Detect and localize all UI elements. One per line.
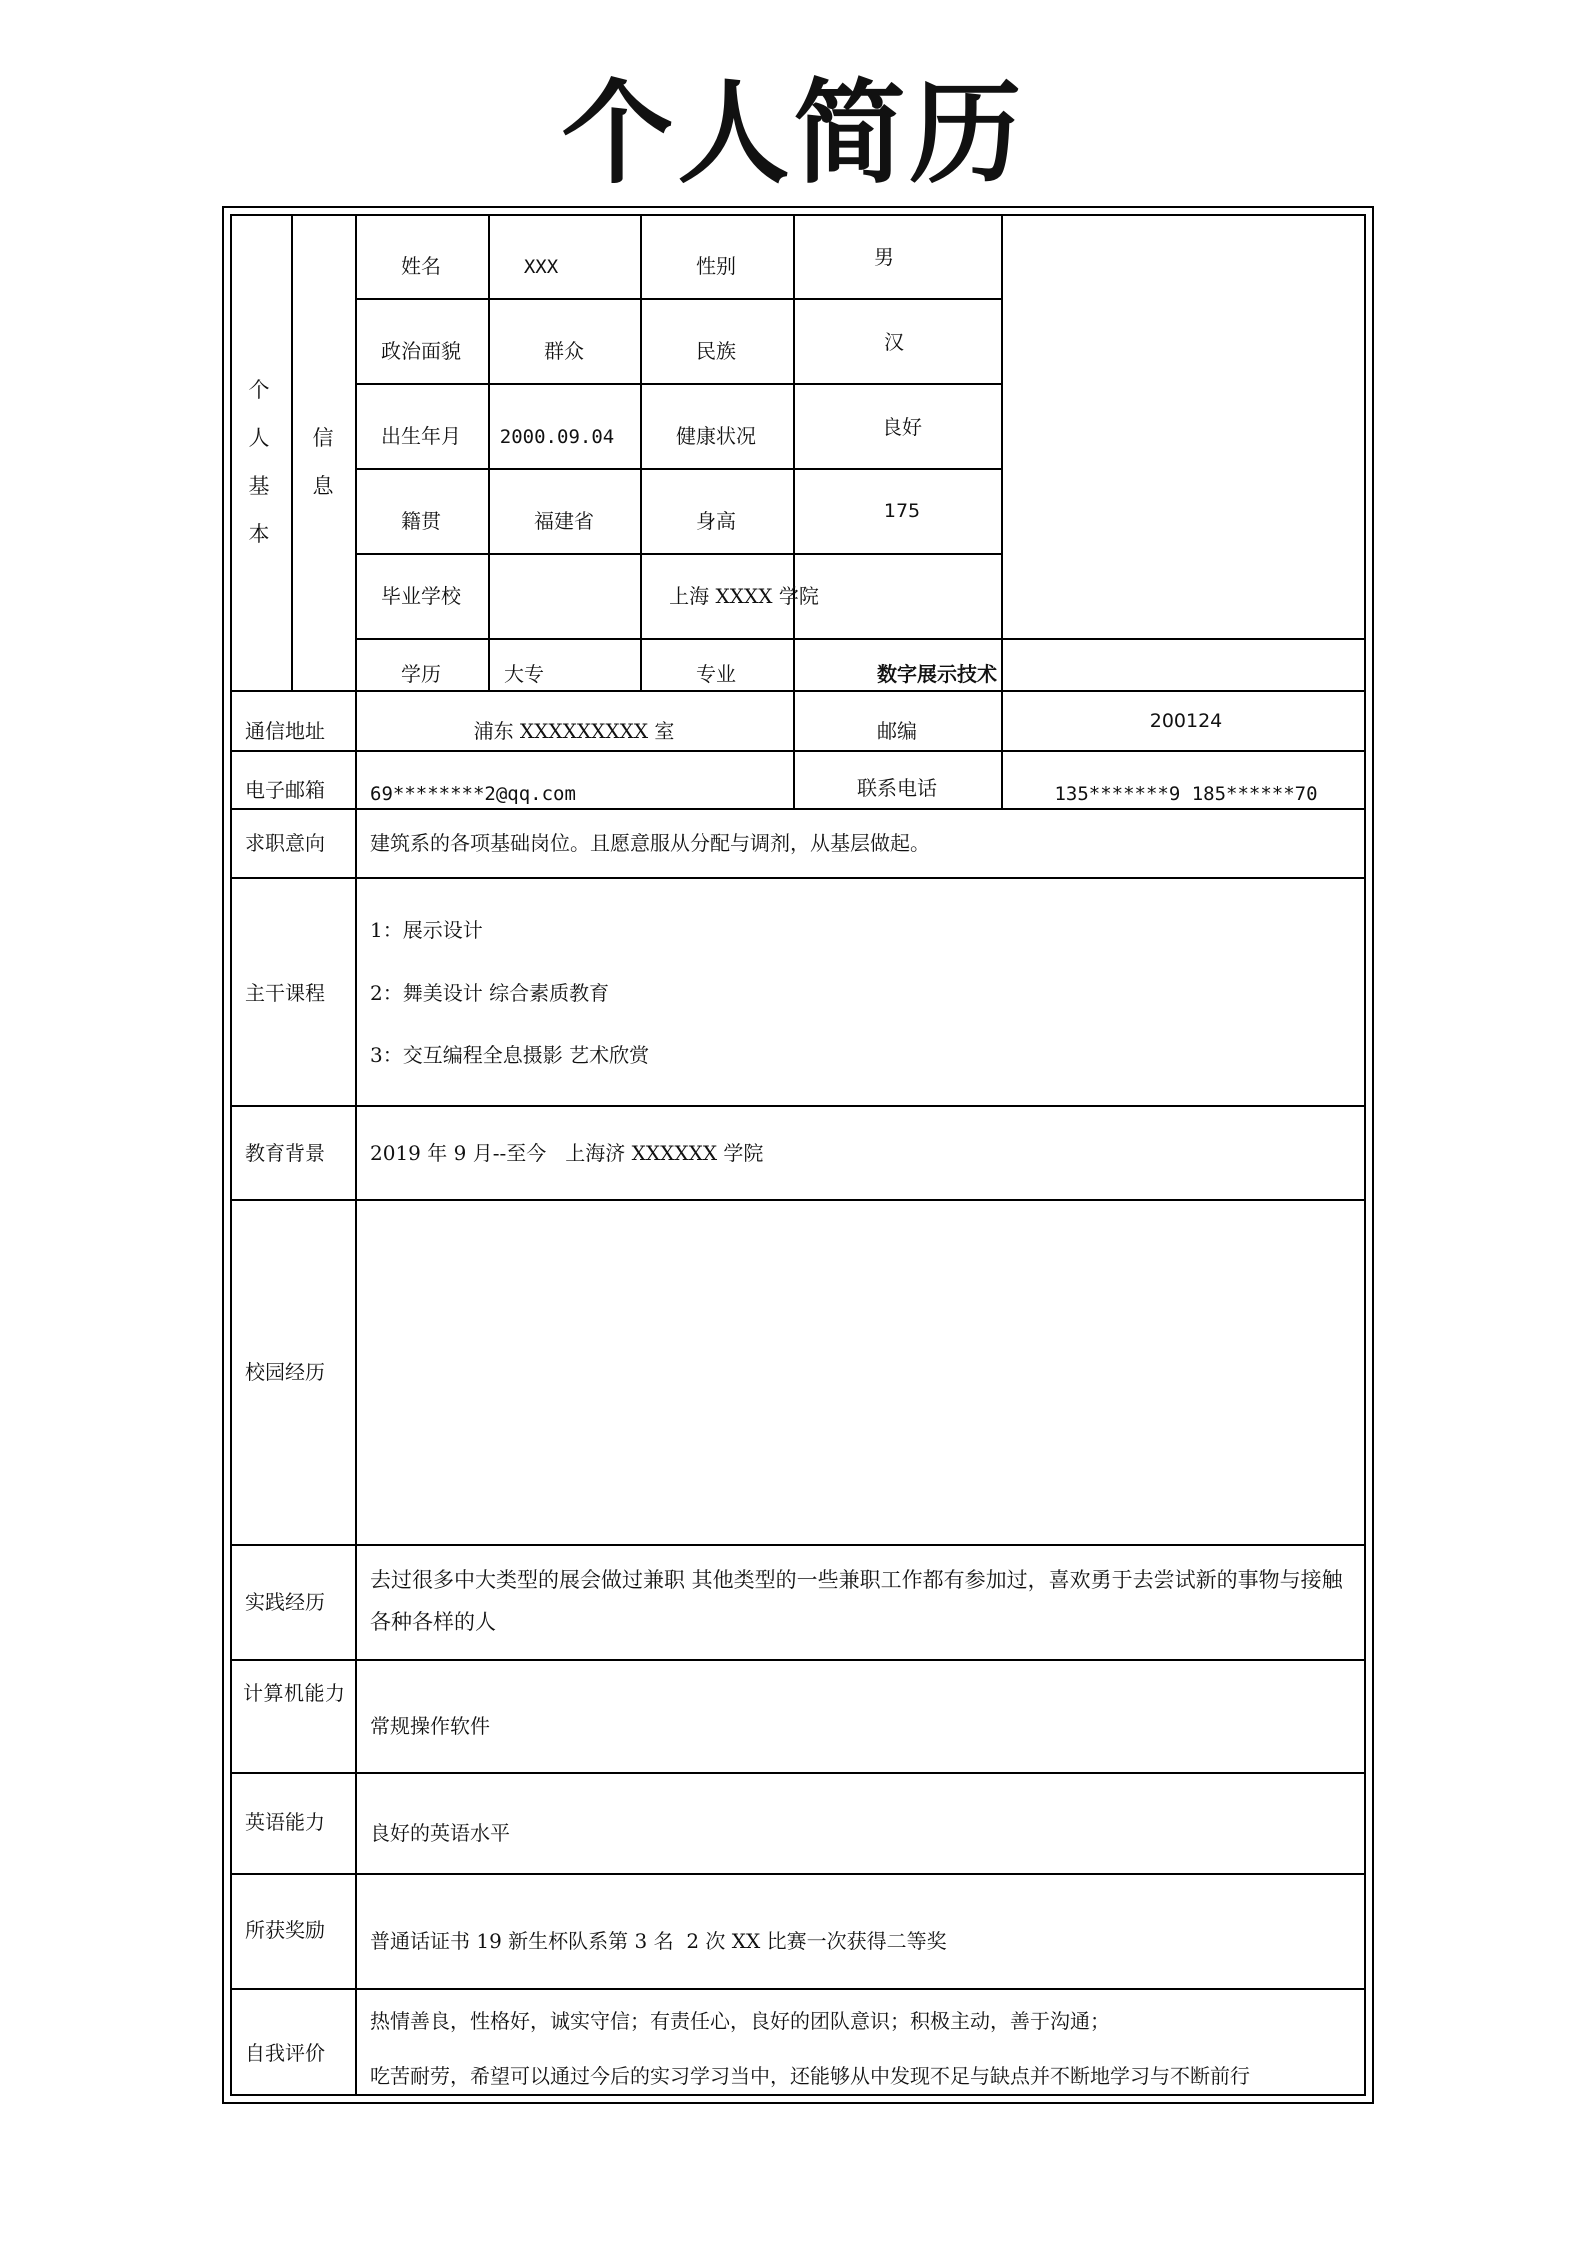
page-title: 个人简历 bbox=[561, 68, 1026, 199]
grid-line bbox=[230, 1772, 1366, 1774]
name-label: 姓名 bbox=[401, 254, 441, 278]
grid-line bbox=[355, 553, 1001, 555]
ethnicity-value: 汉 bbox=[884, 330, 904, 354]
zip-label: 邮编 bbox=[877, 719, 917, 743]
self-eval-line: 热情善良，性格好，诚实守信；有责任心，良好的团队意识；积极主动，善于沟通； bbox=[370, 2009, 1110, 2033]
course-item: 3：交互编程全息摄影 艺术欣赏 bbox=[370, 1043, 650, 1067]
campus-label: 校园经历 bbox=[245, 1360, 325, 1384]
grid-line bbox=[355, 383, 1001, 385]
grid-line bbox=[230, 1544, 1366, 1546]
origin-label: 籍贯 bbox=[401, 509, 441, 533]
birth-label: 出生年月 bbox=[381, 424, 461, 448]
grid-line bbox=[230, 1199, 1366, 1201]
school-value: 上海 XXXX 学院 bbox=[669, 584, 819, 608]
political-value: 群众 bbox=[544, 339, 584, 363]
grid-line bbox=[230, 1988, 1366, 1990]
course-item: 2：舞美设计 综合素质教育 bbox=[370, 981, 610, 1005]
awards-value: 普通话证书 19 新生杯队系第 3 名 2 次 XX 比赛一次获得二等奖 bbox=[370, 1929, 947, 1953]
address-label: 通信地址 bbox=[245, 719, 325, 743]
section-label-info: 信 息 bbox=[312, 426, 334, 498]
grid-line bbox=[355, 298, 1001, 300]
grid-line bbox=[230, 1659, 1366, 1661]
political-label: 政治面貌 bbox=[381, 339, 461, 363]
grid-line bbox=[230, 690, 1366, 692]
email-value: 69********2@qq.com bbox=[370, 783, 576, 805]
grid-line bbox=[640, 638, 642, 690]
courses-label: 主干课程 bbox=[245, 981, 325, 1005]
education-label: 学历 bbox=[401, 662, 441, 686]
self-eval-line: 吃苦耐劳，希望可以通过今后的实习学习当中，还能够从中发现不足与缺点并不断地学习与不断前行 bbox=[370, 2064, 1250, 2088]
awards-label: 所获奖励 bbox=[245, 1918, 325, 1942]
grid-line bbox=[793, 214, 795, 810]
ethnicity-label: 民族 bbox=[696, 339, 736, 363]
section-label-personal-basic: 个 人 基 本 bbox=[248, 378, 270, 546]
height-value: 175 bbox=[883, 500, 921, 522]
email-label: 电子邮箱 bbox=[245, 778, 325, 802]
education-bg-label: 教育背景 bbox=[245, 1141, 325, 1165]
grid-line bbox=[230, 808, 1366, 810]
address-value: 浦东 XXXXXXXXX 室 bbox=[473, 719, 675, 743]
grid-line bbox=[230, 750, 1366, 752]
height-label: 身高 bbox=[696, 509, 736, 533]
grid-line bbox=[355, 638, 1366, 640]
gender-value: 男 bbox=[874, 245, 894, 269]
practice-value: 去过很多中大类型的展会做过兼职 其他类型的一些兼职工作都有参加过，喜欢勇于去尝试新的事物与接触各种各样的人 bbox=[370, 1568, 1343, 1634]
computer-value: 常规操作软件 bbox=[370, 1714, 490, 1738]
course-item: 1：展示设计 bbox=[370, 918, 483, 942]
origin-value: 福建省 bbox=[534, 509, 594, 533]
birth-value: 2000.09.04 bbox=[499, 426, 615, 448]
photo-area bbox=[1003, 216, 1364, 637]
name-value: XXX bbox=[523, 256, 559, 278]
phone-value: 135*******9 185******70 bbox=[1054, 783, 1318, 805]
major-value: 数字展示技术 bbox=[877, 662, 997, 686]
objective-value: 建筑系的各项基础岗位。且愿意服从分配与调剂，从基层做起。 bbox=[370, 831, 930, 855]
grid-line bbox=[488, 214, 490, 690]
practice-label: 实践经历 bbox=[245, 1590, 325, 1614]
grid-line bbox=[230, 1105, 1366, 1107]
gender-label: 性别 bbox=[696, 254, 736, 278]
self-eval-label: 自我评价 bbox=[245, 2041, 325, 2065]
education-value: 大专 bbox=[504, 662, 544, 686]
major-label: 专业 bbox=[696, 662, 736, 686]
grid-line bbox=[291, 214, 293, 690]
grid-line bbox=[355, 468, 1001, 470]
english-label: 英语能力 bbox=[245, 1810, 325, 1834]
zip-value: 200124 bbox=[1149, 710, 1223, 732]
phone-label: 联系电话 bbox=[857, 776, 937, 800]
grid-line bbox=[640, 214, 642, 638]
education-bg-value: 2019 年 9 月--至今 上海济 XXXXXX 学院 bbox=[370, 1141, 764, 1165]
grid-line bbox=[355, 214, 357, 2096]
grid-line bbox=[230, 877, 1366, 879]
english-value: 良好的英语水平 bbox=[370, 1821, 510, 1845]
health-label: 健康状况 bbox=[676, 424, 756, 448]
health-value: 良好 bbox=[882, 415, 922, 439]
school-label: 毕业学校 bbox=[381, 584, 461, 608]
grid-line bbox=[230, 1873, 1366, 1875]
objective-label: 求职意向 bbox=[245, 831, 325, 855]
computer-label: 计算机能力 bbox=[243, 1681, 345, 1705]
